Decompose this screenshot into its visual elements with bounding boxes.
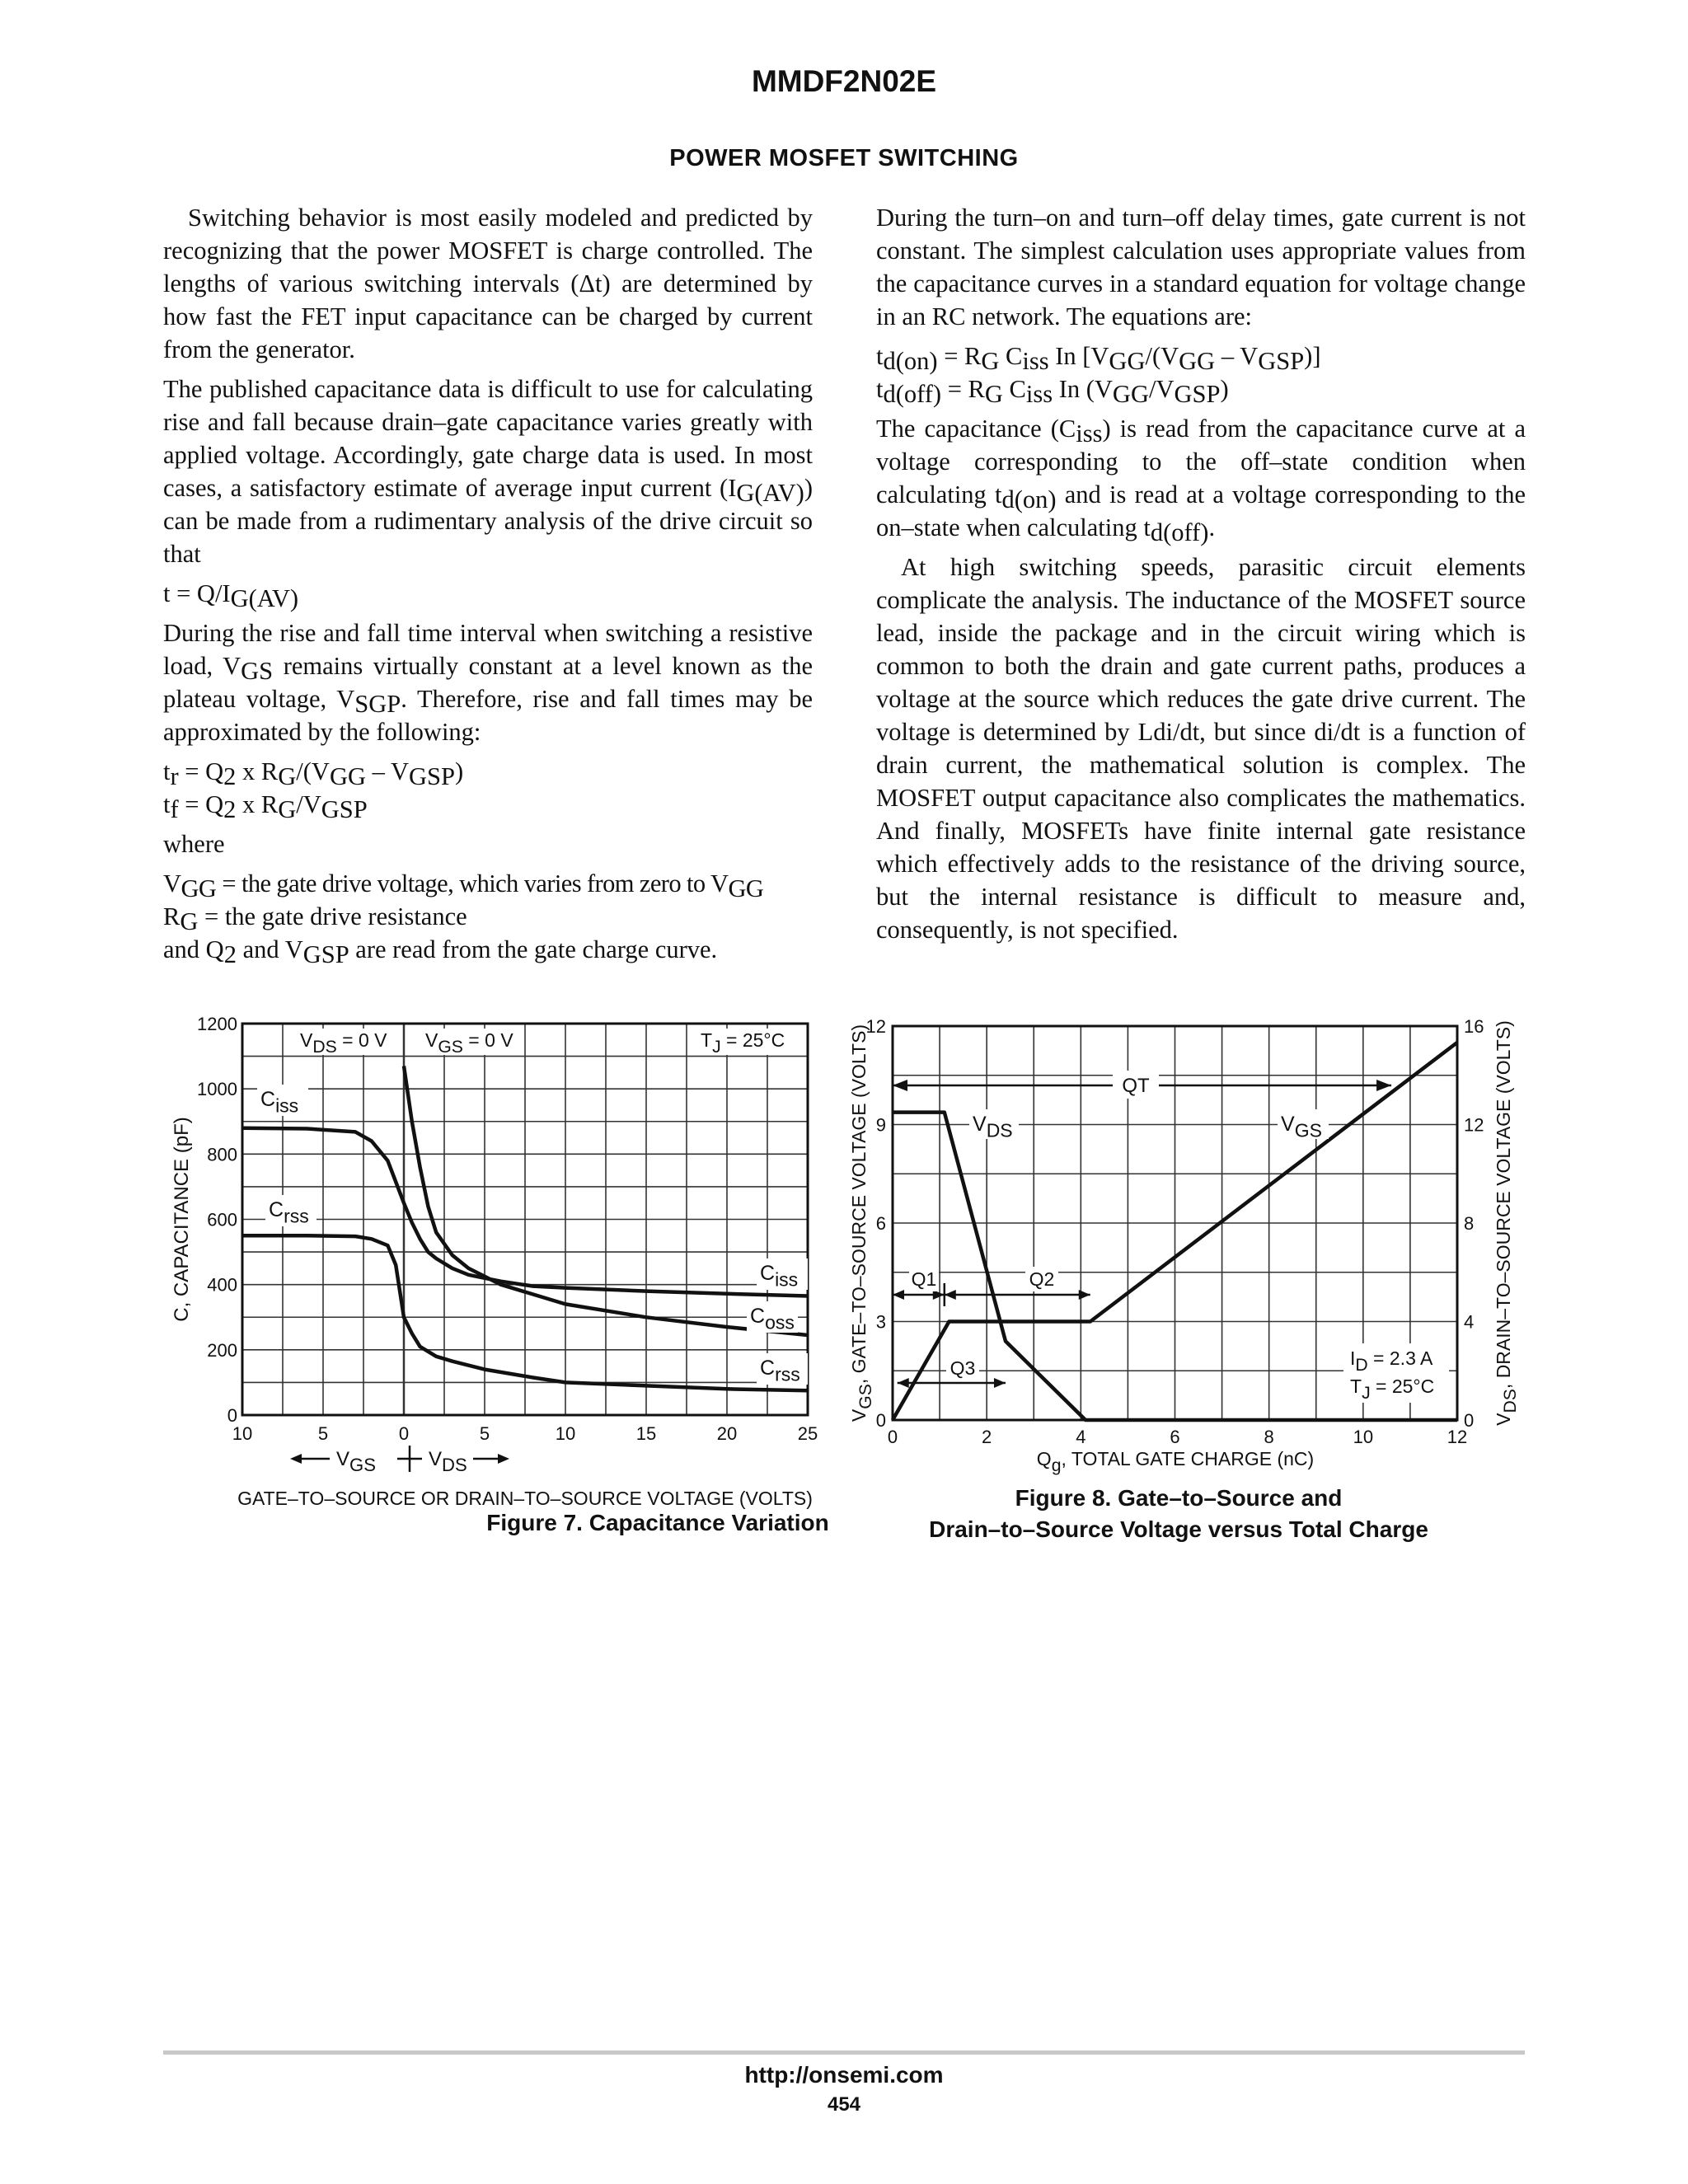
arrow-head bbox=[945, 1290, 956, 1300]
arrow-head bbox=[1376, 1080, 1391, 1091]
arrow-head bbox=[994, 1378, 1006, 1388]
y-tick-label: 600 bbox=[207, 1209, 237, 1230]
x-tick-label: 12 bbox=[1447, 1427, 1468, 1447]
equation: $t = Q/I_{G(AV)}$ bbox=[163, 579, 299, 612]
series-label-vgs: VGS bbox=[1281, 1113, 1322, 1141]
y-tick-label: 0 bbox=[227, 1405, 237, 1426]
equation-turn-off-delay: $t_{d(off)} = R_G$ $C_{iss}$ In $(V_{GG}/V_{GSP})$ bbox=[876, 375, 1229, 408]
equation-turn-on-delay: $t_{d(on)} = R_G$ $C_{iss}$ In $[V_{GG}/(V_{GG} - V_{GSP})]$ bbox=[876, 342, 1321, 375]
arrow-head bbox=[898, 1378, 909, 1388]
y-axis-label: C, CAPACITANCE (pF) bbox=[171, 1117, 193, 1322]
series-label-ciss: Ciss bbox=[760, 1262, 799, 1291]
figure-7-caption: Figure 7. Capacitance Variation bbox=[486, 1510, 829, 1535]
x-tick-label: 0 bbox=[398, 1423, 410, 1444]
paragraph: Switching behavior is most easily modeled and predicted by recognizing that the power MOSFET is charge controlled. The lengths of various switching intervals (Δt) are determined by how fast the FET input capacitance can be charged by current from the generator. bbox=[163, 204, 813, 363]
vds-zero-annotation: VDS = 0 V bbox=[300, 1029, 387, 1057]
equation-fall-time: $t_f = Q_2$ x $R_G/V_{GSP}$ bbox=[163, 790, 368, 823]
paragraph: At high switching speeds, parasitic circuit elements complicate the analysis. The inductance of the MOSFET source lead, inside the package and in the circuit wiring which is common to both the drain and gate current paths, produces a voltage at the source which reduces the gate drive current. The voltage is determined by Ldi/dt, but since di/dt is a function of drain current, the mathematical solution is complex. The MOSFET output capacitance also complicates the mathematics. And finally, MOSFETs have finite internal gate resistance which effectively adds to the resistance of the driving source, but the internal resistance is difficult to measure and, consequently, is not specified. bbox=[876, 553, 1526, 944]
arrow-head bbox=[893, 1290, 904, 1300]
footer-url[interactable]: http://onsemi.com bbox=[744, 2062, 944, 2088]
arrow-head bbox=[1079, 1290, 1090, 1300]
series-label-coss: Coss bbox=[750, 1305, 795, 1333]
series-label-ciss: Ciss bbox=[260, 1088, 299, 1117]
y-tick-label: 1000 bbox=[197, 1079, 237, 1100]
x-tick-label: 5 bbox=[479, 1423, 490, 1444]
y-left-axis-label: VGS, GATE–TO–SOURCE VOLTAGE (VOLTS) bbox=[848, 1024, 875, 1422]
tj-annotation: TJ = 25°C bbox=[701, 1029, 785, 1057]
y-tick-label: 400 bbox=[207, 1274, 237, 1296]
x-tick-label: 10 bbox=[1353, 1427, 1374, 1447]
equation-rise-time: $t_r = Q_2$ x $R_G/(V_{GG} - V_{GSP})$ bbox=[163, 757, 464, 790]
x-tick-label: 10 bbox=[232, 1423, 253, 1444]
footer-divider bbox=[163, 2050, 1525, 2055]
page-number: 454 bbox=[827, 2093, 861, 2116]
figure-8-caption bbox=[767, 1483, 1591, 1545]
x-tick-label: 6 bbox=[1170, 1427, 1180, 1447]
y-right-tick-label: 0 bbox=[1464, 1410, 1475, 1431]
definition: and $Q_2$ and $V_{GSP}$ are read from the gate charge curve. bbox=[163, 935, 718, 968]
tj-annotation: TJ = 25°C bbox=[1350, 1376, 1435, 1403]
y-right-tick-label: 4 bbox=[1464, 1311, 1475, 1333]
y-left-tick-label: 6 bbox=[875, 1213, 886, 1234]
q2-label: Q2 bbox=[1029, 1268, 1055, 1290]
x-axis-label: GATE–TO–SOURCE OR DRAIN–TO–SOURCE VOLTAGE (VOLTS) bbox=[237, 1488, 813, 1509]
y-right-tick-label: 8 bbox=[1464, 1213, 1475, 1234]
vgs-zero-annotation: VGS = 0 V bbox=[425, 1029, 513, 1057]
y-tick-label: 200 bbox=[207, 1339, 237, 1361]
id-annotation: ID = 2.3 A bbox=[1350, 1347, 1433, 1375]
x-tick-label: 10 bbox=[555, 1423, 576, 1444]
q3-label: Q3 bbox=[950, 1357, 976, 1379]
figure-8-caption-line2: Drain–to–Source Voltage versus Total Charge bbox=[929, 1516, 1428, 1542]
section-title: POWER MOSFET SWITCHING bbox=[669, 145, 1019, 171]
paragraph: During the rise and fall time interval when switching a resistive load, $V_{GS}$ remains virtually constant at a level known as the plateau voltage, $V_{SGP}$. Therefore, rise and fall times may be approximated by the following: bbox=[163, 619, 813, 746]
definition: $R_G$ = the gate drive resistance bbox=[163, 902, 467, 935]
paragraph: During the turn–on and turn–off delay times, gate current is not constant. The simplest calculation uses appropriate values from the capacitance curves in a standard equation for voltage change in an RC network. The equations are: bbox=[876, 204, 1526, 330]
y-left-tick-label: 12 bbox=[865, 1016, 886, 1037]
paragraph: The published capacitance data is difficult to use for calculating rise and fall because drain–gate capacitance varies greatly with applied voltage. Accordingly, gate charge data is used. In most cases, a satisfactory estimate of average input current $(I_{G(AV)})$ can be made from a rudimentary analysis of the drive circuit so that bbox=[163, 375, 813, 568]
qt-label: QT bbox=[1122, 1075, 1150, 1097]
y-left-tick-label: 9 bbox=[875, 1114, 886, 1136]
x-tick-label: 0 bbox=[887, 1427, 898, 1447]
document-title: MMDF2N02E bbox=[751, 64, 937, 98]
series-label-crss: Crss bbox=[269, 1198, 309, 1227]
x-axis-label: Qg, TOTAL GATE CHARGE (nC) bbox=[1036, 1448, 1315, 1475]
x-tick-label: 5 bbox=[317, 1423, 329, 1444]
x-tick-label: 25 bbox=[797, 1423, 818, 1444]
x-tick-label: 2 bbox=[982, 1427, 992, 1447]
arrow-head bbox=[893, 1080, 907, 1091]
y-tick-label: 1200 bbox=[197, 1014, 237, 1034]
series-label-vds: VDS bbox=[973, 1113, 1013, 1141]
y-right-tick-label: 16 bbox=[1464, 1016, 1484, 1037]
x-tick-label: 8 bbox=[1264, 1427, 1274, 1447]
y-tick-label: 800 bbox=[207, 1144, 237, 1165]
where-label: where bbox=[163, 830, 225, 858]
definition: $V_{GG}$ = the gate drive voltage, which varies from zero to $V_{GG}$ bbox=[163, 869, 764, 902]
vgs-direction-label: VGS bbox=[336, 1448, 376, 1476]
q1-label: Q1 bbox=[911, 1268, 937, 1290]
x-tick-label: 15 bbox=[635, 1423, 657, 1444]
y-right-axis-label: VDS, DRAIN–TO–SOURCE VOLTAGE (VOLTS) bbox=[1493, 1020, 1520, 1426]
y-left-tick-label: 3 bbox=[875, 1311, 886, 1333]
y-left-tick-label: 0 bbox=[875, 1410, 886, 1431]
series-label-crss: Crss bbox=[760, 1357, 800, 1385]
vds-direction-label: VDS bbox=[429, 1448, 467, 1476]
paragraph: The capacitance $(C_{iss})$ is read from the capacitance curve at a voltage corresponding to the off–state condition when calculating $t_{d(on)}$ and is read at a voltage corresponding to the on–state when calculating $t_{d(off)}$. bbox=[876, 415, 1526, 546]
y-right-tick-label: 12 bbox=[1464, 1114, 1484, 1136]
x-tick-label: 4 bbox=[1076, 1427, 1086, 1447]
figure-8-caption-line1: Figure 8. Gate–to–Source and bbox=[1015, 1485, 1343, 1511]
x-tick-label: 20 bbox=[716, 1423, 738, 1444]
